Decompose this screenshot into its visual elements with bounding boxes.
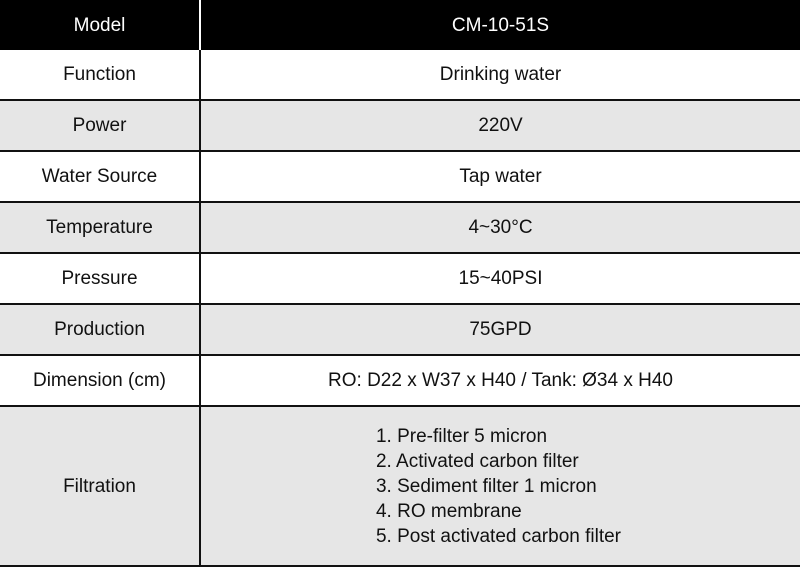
header-value-model: CM-10-51S <box>200 0 800 50</box>
row-label: Production <box>0 304 200 355</box>
filtration-list <box>376 424 621 549</box>
table-row-production <box>0 304 800 355</box>
row-label: Water Source <box>0 151 200 202</box>
row-value: RO: D22 x W37 x H40 / Tank: Ø34 x H40 <box>200 355 800 406</box>
row-label: Pressure <box>0 253 200 304</box>
row-value: Tap water <box>200 151 800 202</box>
filtration-item: 4. RO membrane <box>375 500 522 522</box>
table-row-dimension <box>0 355 800 406</box>
filtration-item: 1. Pre-filter 5 micron <box>375 425 548 447</box>
row-label: Filtration <box>0 406 200 566</box>
row-value: Drinking water <box>200 50 800 100</box>
row-label: Dimension (cm) <box>0 355 200 406</box>
row-label: Power <box>0 100 200 151</box>
table-row-power <box>0 100 800 151</box>
row-value: 75GPD <box>200 304 800 355</box>
row-label: Temperature <box>0 202 200 253</box>
row-label: Function <box>0 50 200 100</box>
header-label-model: Model <box>0 0 200 50</box>
filtration-value-cell <box>200 406 800 566</box>
table-row-temperature <box>0 202 800 253</box>
table-row-water-source <box>0 151 800 202</box>
table-row-filtration <box>0 406 800 566</box>
table-row-pressure <box>0 253 800 304</box>
row-value: 220V <box>200 100 800 151</box>
table-header-row <box>0 0 800 50</box>
table-row-function <box>0 50 800 100</box>
filtration-item: 2. Activated carbon filter <box>375 450 579 472</box>
row-value: 4~30°C <box>200 202 800 253</box>
row-value: 15~40PSI <box>200 253 800 304</box>
filtration-item: 3. Sediment filter 1 micron <box>375 475 597 497</box>
filtration-item: 5. Post activated carbon filter <box>375 525 621 547</box>
